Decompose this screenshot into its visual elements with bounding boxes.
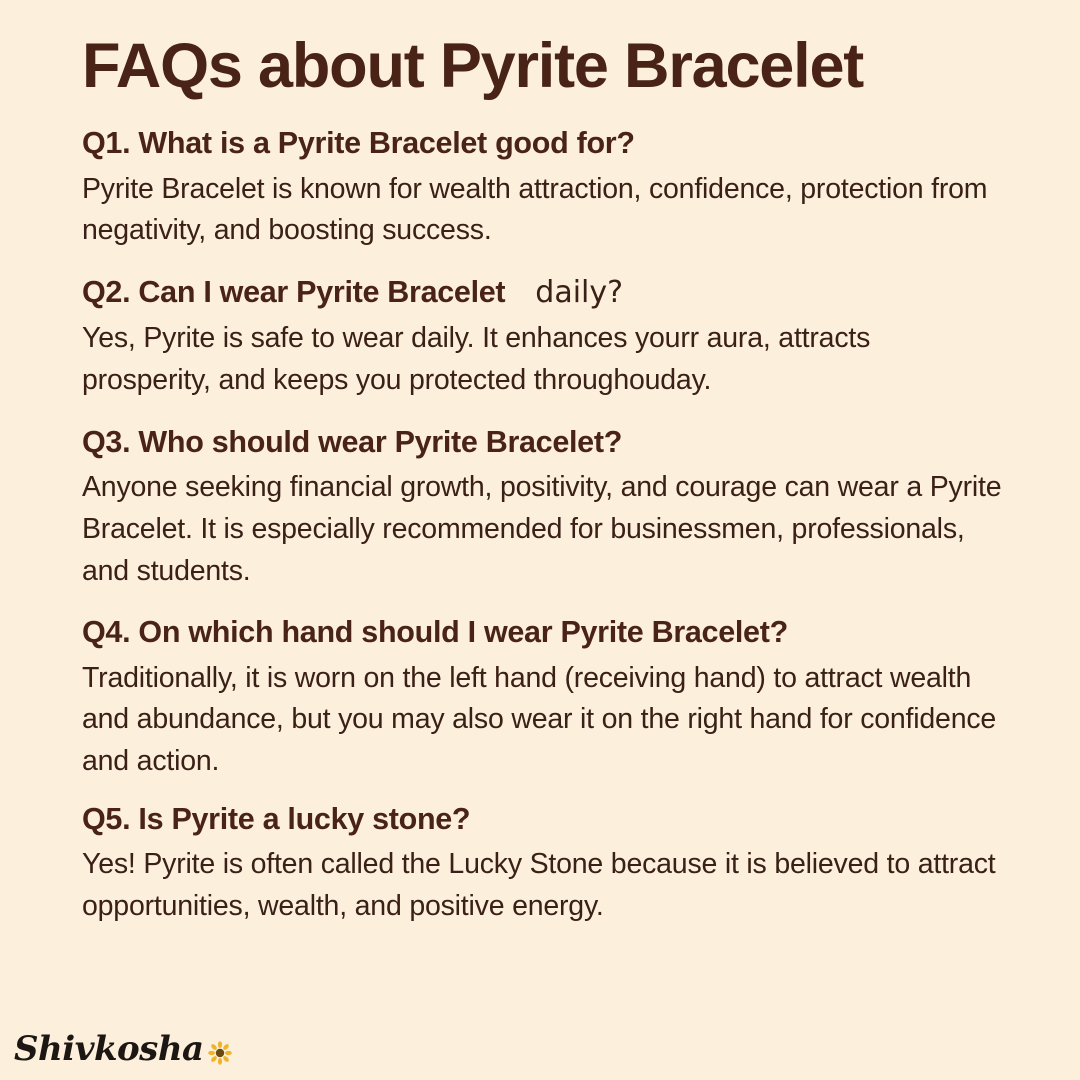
faq-question-4-text: Q4. On which hand should I wear Pyrite Bracelet? — [82, 615, 788, 650]
faq-question-5-text: Q5. Is Pyrite a lucky stone? — [82, 802, 471, 837]
faq-item-5 — [82, 800, 1004, 928]
page-title: FAQs about Pyrite Bracelet — [82, 31, 864, 101]
faq-question-4 — [82, 613, 1004, 651]
faq-question-1-text: Q1. What is a Pyrite Bracelet good for? — [82, 126, 635, 161]
faq-question-2-text: Q2. Can I wear Pyrite Bracelet — [82, 275, 506, 310]
faq-question-2-handwritten-text: daily? — [535, 275, 624, 311]
faq-question-5 — [82, 800, 1004, 838]
faq-item-3 — [82, 423, 1004, 593]
faq-item-4 — [82, 613, 1004, 783]
brand-logo-text: Shivkosha — [14, 1029, 204, 1069]
sunflower-icon — [208, 1041, 232, 1065]
faq-answer-1: Pyrite Bracelet is known for wealth attraction, confidence, protection from negativity, and boosting success. — [82, 172, 988, 247]
brand-logo — [14, 1029, 232, 1069]
faq-question-3 — [82, 423, 1004, 461]
faq-item-1 — [82, 124, 1004, 252]
faq-item-2 — [82, 273, 1004, 401]
faq-answer-3: Anyone seeking financial growth, positivity, and courage can wear a Pyrite Bracelet. It is especially recommended for businessmen, professionals, and students. — [82, 470, 1002, 587]
faq-answer-4: Traditionally, it is worn on the left hand (receiving hand) to attract wealth and abundance, but you may also wear it on the right hand for confidence and action. — [82, 661, 997, 778]
faq-answer-2: Yes, Pyrite is safe to wear daily. It enhances yourr aura, attracts prosperity, and keeps you protected throughouday. — [82, 321, 871, 396]
faq-question-2 — [82, 273, 1004, 312]
faq-question-1 — [82, 124, 1004, 162]
faq-question-3-text: Q3. Who should wear Pyrite Bracelet? — [82, 424, 623, 459]
faq-answer-5: Yes! Pyrite is often called the Lucky Stone because it is believed to attract opportunities, wealth, and positive energy. — [82, 848, 996, 923]
